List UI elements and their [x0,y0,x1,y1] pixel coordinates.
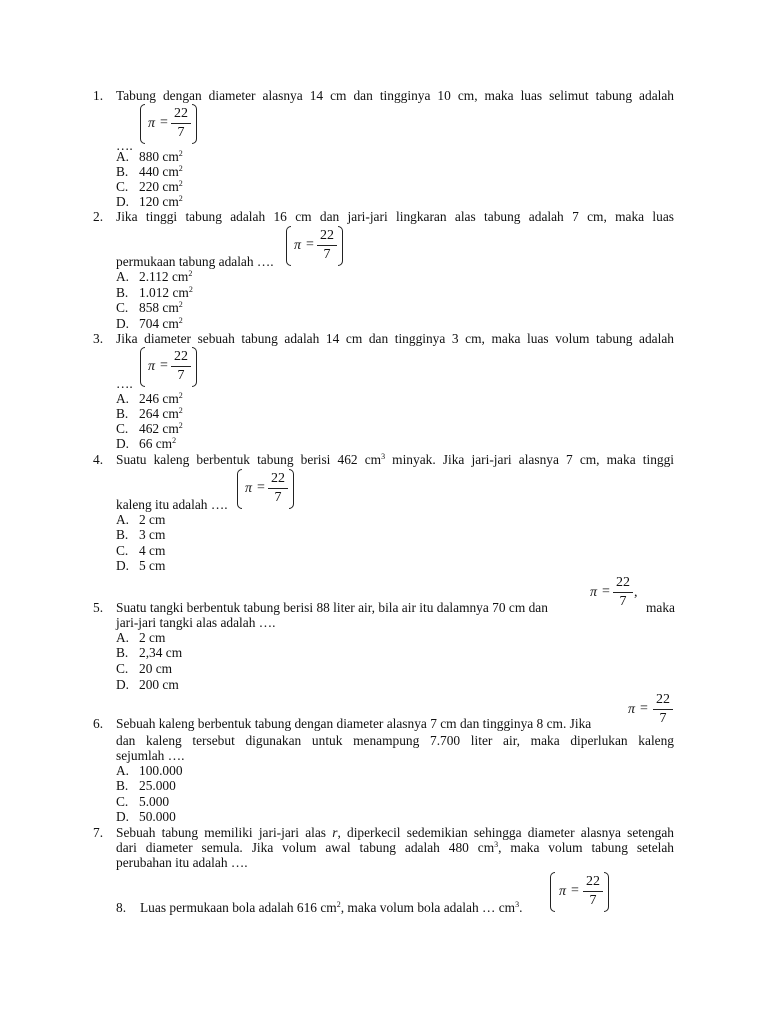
option-d: D. 704 $cm^2$ [116,316,183,331]
question-text: perubahan itu adalah …. [116,855,248,870]
option-d: D. 120 $cm^2$ [116,194,183,209]
option-b: B. 2,34 cm [116,645,183,660]
question-number: 5. [93,600,104,615]
option-c: C. 5.000 [116,794,170,809]
option-a: A. 2 cm [116,512,166,527]
question-number: 2. [93,209,104,224]
question-text: sejumlah …. [116,748,185,763]
option-d: D. 66 $cm^2$ [116,436,177,451]
option-d: D. 50.000 [116,809,176,824]
question-text: Tabung dengan diameter alasnya 14 cm dan tingginya 10 cm, maka luas selimut tabung adalah [116,88,674,103]
question-text: jari-jari tangki alas adalah …. [116,615,276,630]
option-a: A. 246 $cm^2$ [116,391,183,406]
question-number: 7. [93,825,104,840]
option-b: B. 1.012 $cm^2$ [116,285,193,300]
pi-formula: π = 22 7 [550,872,610,912]
option-c: C. 858 $cm^2$ [116,300,183,315]
option-b: B. 3 cm [116,527,166,542]
option-b: B. 440 $cm^2$ [116,164,183,179]
option-b: B. 264 $cm^2$ [116,406,183,421]
question-text: Sebuah kaleng berbentuk tabung dengan diameter alasnya 7 cm dan tingginya 8 cm. Jika [116,716,592,731]
pi-formula: π = 22 7 [237,469,295,509]
question-text: Jika diameter sebuah tabung adalah 14 cm dan tingginya 3 cm, maka luas volum tabung adalah [116,331,674,346]
question-text: dan kaleng tersebut digunakan untuk menampung 7.700 liter air, maka diperlukan kaleng [116,733,674,748]
option-d: D. 200 cm [116,677,179,692]
option-a: A. 880 $cm^2$ [116,149,183,164]
question-text: Suatu tangki berbentuk tabung berisi 88 liter air, bila air itu dalamnya 70 cm dan [116,600,548,615]
option-c: C. 220 $cm^2$ [116,179,183,194]
question-text: Sebuah tabung memiliki jari-jari alas r, diperkecil sedemikian sehingga diameter alasnya setengah [116,825,674,840]
question-number: 6. [93,716,104,731]
option-a: A. 2 cm [116,630,166,645]
question-number: 8. [116,900,127,915]
question-number: 3. [93,331,104,346]
pi-formula: π = 22 7 [626,690,676,730]
question-text: dari diameter semula. Jika volum awal tabung adalah 480 $cm^3$, maka volum tabung setelah [116,840,674,855]
option-d: D. 5 cm [116,558,166,573]
question-text: Luas permukaan bola adalah 616 $cm^2$, maka volum bola adalah … $cm^3$. [140,900,523,915]
question-number: 1. [93,88,104,103]
pi-formula: π = 22 7 [140,347,198,387]
option-c: C. 4 cm [116,543,166,558]
pi-formula: π = 22 7 , [590,575,638,609]
question-text: permukaan tabung adalah …. [116,254,274,269]
pi-formula: π = 22 7 [286,226,344,266]
question-number: 4. [93,452,104,467]
question-text-end: maka [646,600,675,615]
option-a: A. 100.000 [116,763,183,778]
question-text: kaleng itu adalah …. [116,497,228,512]
question-text: …. [116,376,133,391]
question-text: Suatu kaleng berbentuk tabung berisi 462 $cm^3$ minyak. Jika jari-jari alasnya 7 cm, maka tinggi [116,452,674,467]
question-text: …. [116,138,133,153]
option-b: B. 25.000 [116,778,176,793]
question-text: Jika tinggi tabung adalah 16 cm dan jari-jari lingkaran alas tabung adalah 7 cm, maka luas [116,209,674,224]
option-c: C. 20 cm [116,661,173,676]
option-a: A. 2.112 $cm^2$ [116,269,193,284]
option-c: C. 462 $cm^2$ [116,421,183,436]
pi-formula: π = 22 7 [140,104,198,144]
